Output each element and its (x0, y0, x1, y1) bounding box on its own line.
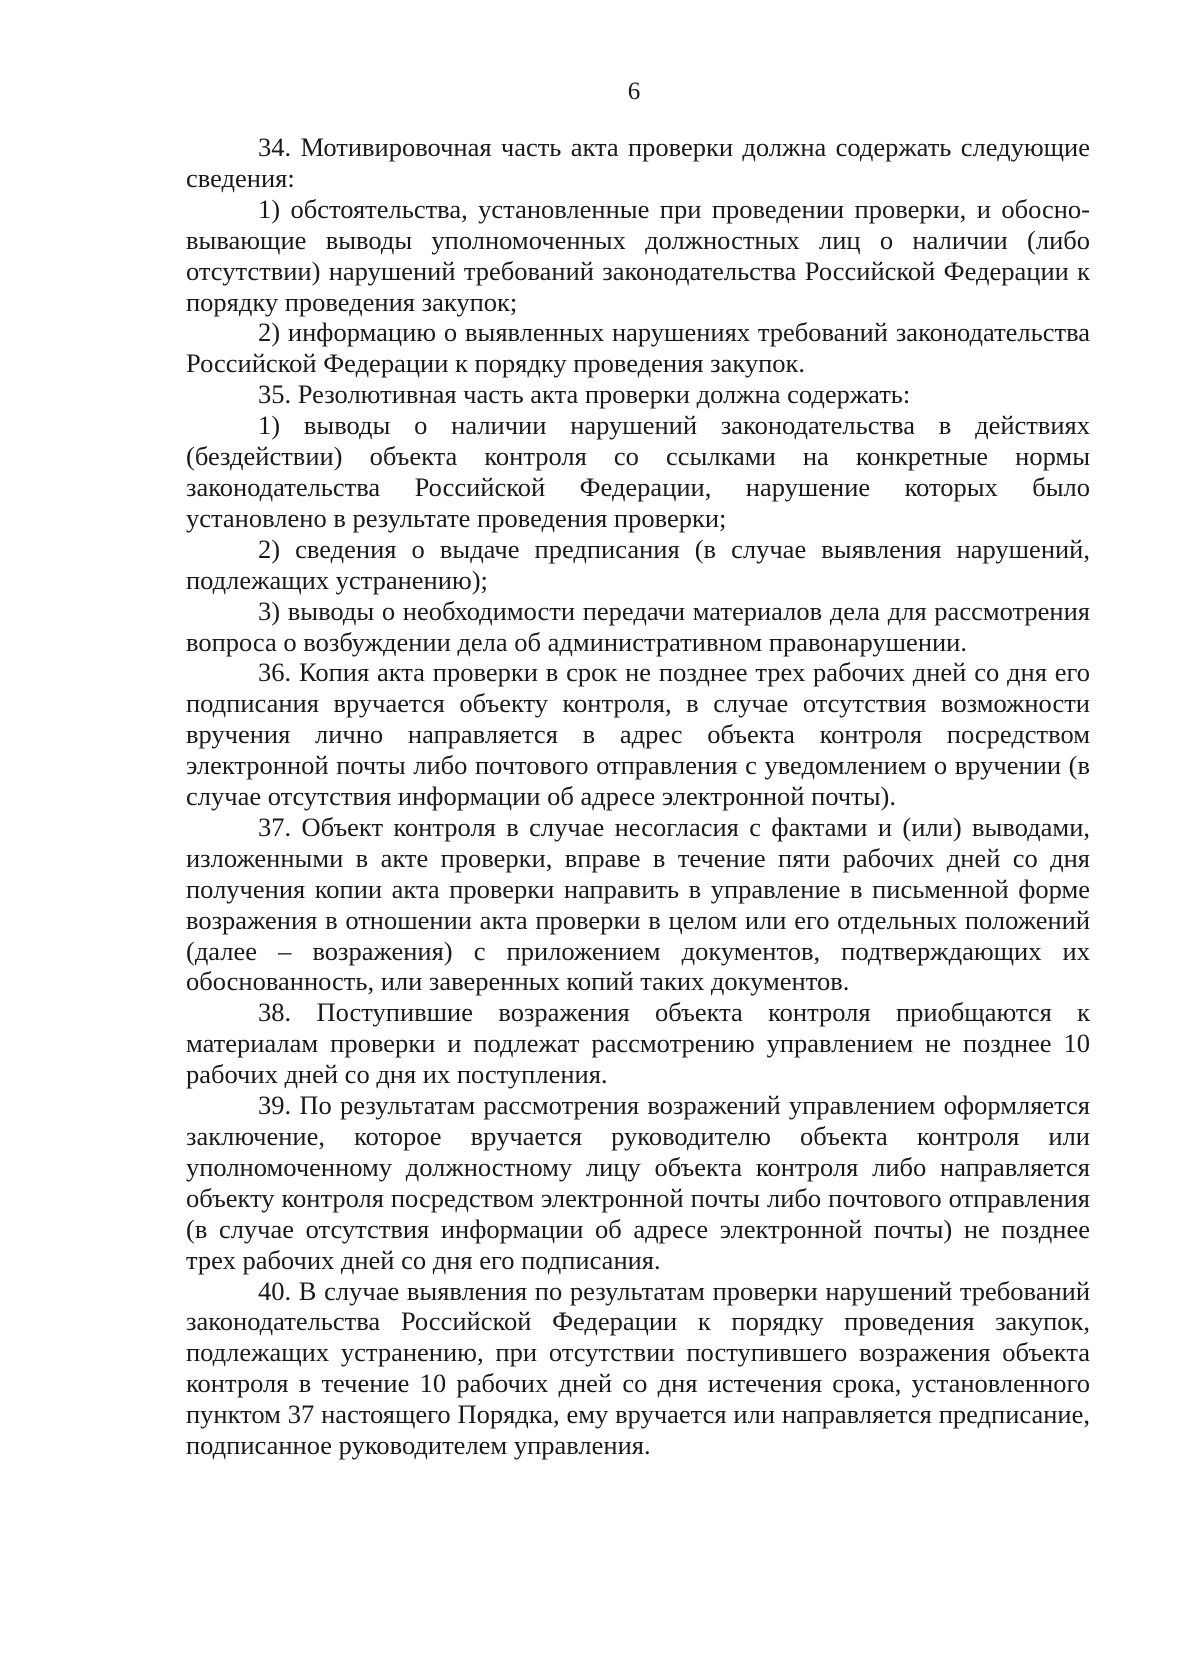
paragraph-35-item-3: 3) выводы о необходимости передачи материалов дела для рассмотрения вопроса о возбуждении дела об административном правонарушении. (186, 595, 1090, 657)
paragraph-34-item-1: 1) обстоятельства, установленные при проведении проверки, и обосновывающие выводы уполномоченных должностных лиц о наличии (либо отсутствии) нарушений требований законодательства Российской Федерации к порядку проведения закупок; (186, 193, 1090, 317)
paragraph-35-item-2: 2) сведения о выдаче предписания (в случае выявления нарушений, подлежащих устранению); (186, 533, 1090, 595)
paragraph-40: 40. В случае выявления по результатам проверки нарушений требований законодательства Российской Федерации к порядку проведения закупок, подлежащих устранению, при отсутствии поступившего возражения объекта контроля в течение 10 рабочих дней со дня истечения срока, установленного пунктом 37 настоящего Порядка, ему вручается или направляется предписание, подписанное руководителем управления. (186, 1275, 1090, 1461)
paragraph-35-item-1: 1) выводы о наличии нарушений законодательства в действиях (бездействии) объекта контроля со ссылками на конкретные нормы законодательства Российской Федерации, нарушение которых было установлено в результате проведения проверки; (186, 410, 1090, 533)
page-number: 6 (627, 78, 641, 105)
paragraph-39: 39. По результатам рассмотрения возражений управлением оформляется заключение, которое вручается руководителю объекта контроля или уполномоченному должностному лицу объекта контроля либо направляется объекту контроля посредством электронной почты либо почтового отправления (в случае отсутствия информации об адресе электронной почты) не позднее трех рабочих дней со дня его подписания. (186, 1090, 1090, 1275)
paragraph-36: 36. Копия акта проверки в срок не позднее трех рабочих дней со дня его подписания вручается объекту контроля, в случае отсутствия возможности вручения лично направляется в адрес объекта контроля посредством электронной почты либо почтового отправления с уведомлением о вручении (в случае отсутствия информации об адресе электронной почты). (186, 657, 1090, 812)
document-body (186, 132, 1090, 1461)
paragraph-38: 38. Поступившие возражения объекта контроля приобщаются к материалам проверки и подлежат рассмотрению управлением не позднее 10 рабочих дней со дня их поступления. (186, 997, 1090, 1090)
paragraph-37: 37. Объект контроля в случае несогласия с фактами и (или) выводами, изложенными в акте проверки, вправе в течение пяти рабочих дней со дня получения копии акта проверки направить в управление в письменной форме возражения в отношении акта проверки в целом или его отдельных положений (далее – возражения) с приложением документов, подтверждающих их обоснованность, или заверенных копий таких документов. (186, 811, 1090, 997)
paragraph-35: 35. Резолютивная часть акта проверки должна содержать: (258, 379, 911, 410)
paragraph-34: 34. Мотивировочная часть акта проверки должна содержать следующие сведения: (186, 132, 1090, 193)
paragraph-34-item-2: 2) информацию о выявленных нарушениях требований законодательства Российской Федерации к порядку проведения закупок. (186, 317, 1090, 379)
